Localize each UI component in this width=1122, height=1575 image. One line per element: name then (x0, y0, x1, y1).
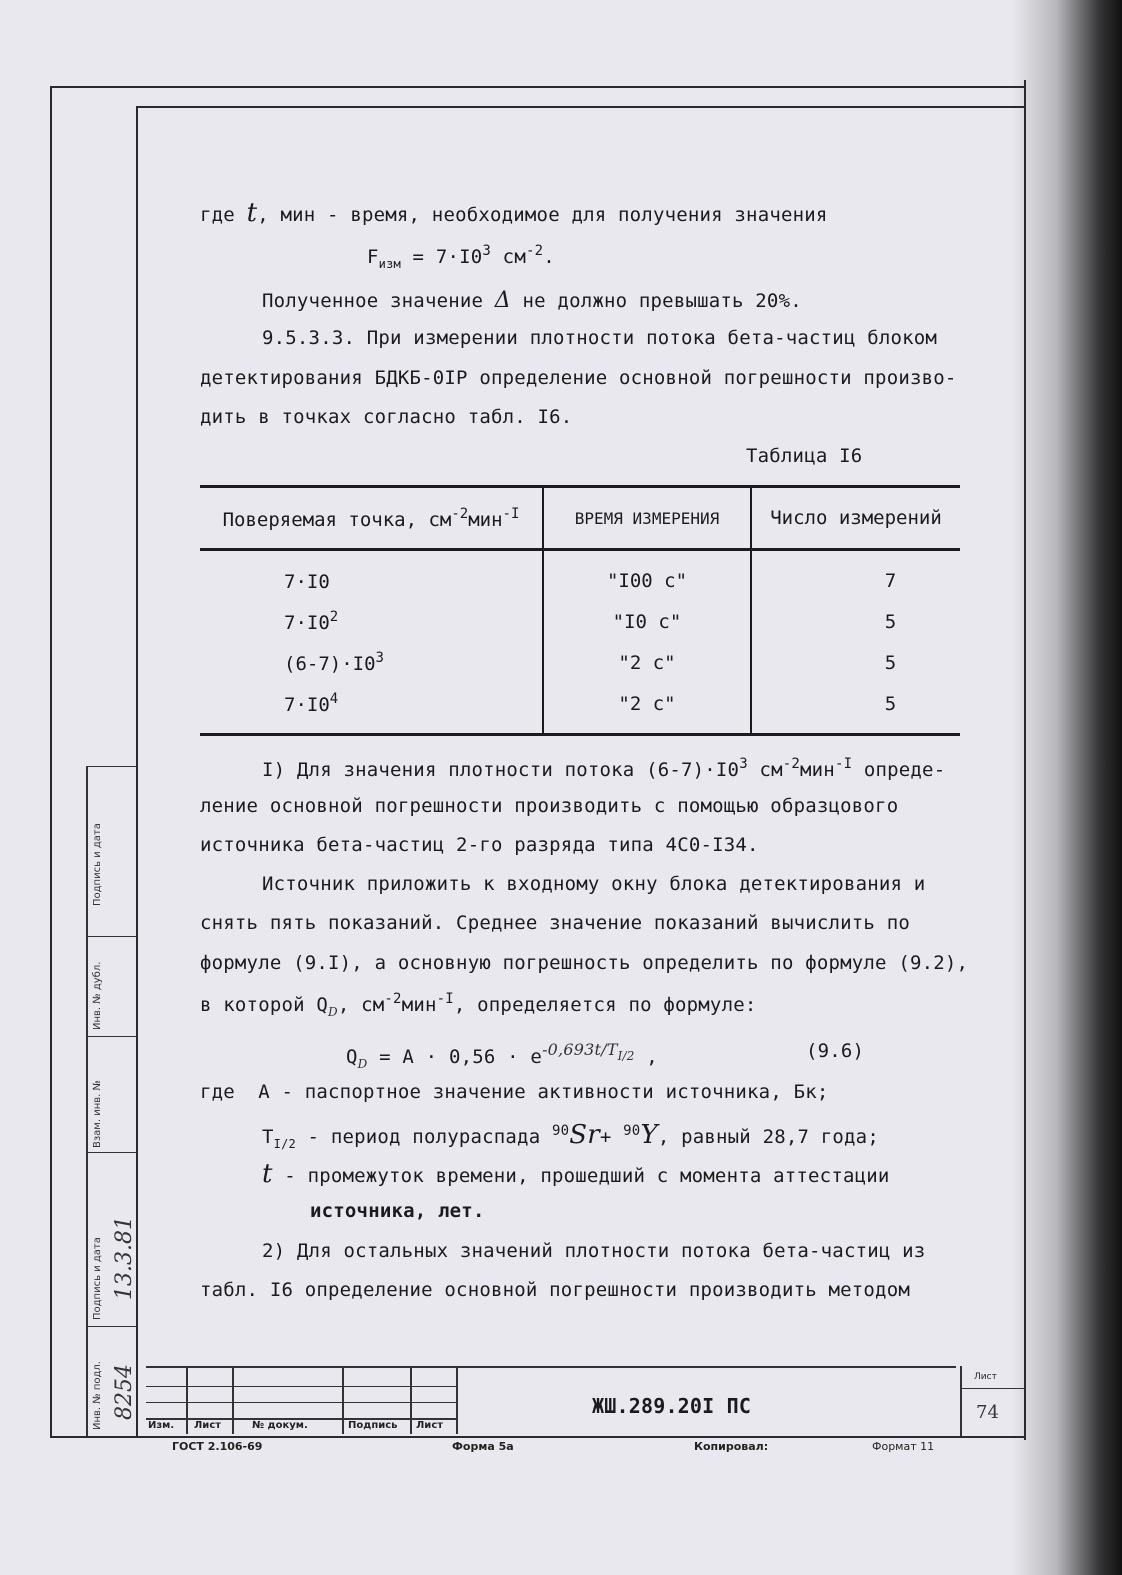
outer-frame-left (50, 86, 52, 1438)
table-header-point: Поверяемая точка, $см^{-2}мин^{-I}$ (200, 487, 543, 550)
stamp-col-doc: № докум. (252, 1420, 308, 1431)
table-16 (200, 485, 960, 736)
side-label-sign-date: Подпись и дата (92, 823, 103, 906)
table-row: $7\cdot I0^2$ "I0 с" 5 (200, 601, 960, 642)
side-cell (88, 1152, 136, 1153)
text-line: табл. I6 определение основной погрешности производить методом (200, 1279, 910, 1301)
text-line: источника бета-частиц 2-го разряда типа 4С0-I34. (200, 834, 759, 856)
side-cell (88, 936, 136, 937)
stamp-row-line (960, 1388, 1024, 1389)
table-row: 7·I0 "I00 с" 7 (200, 550, 960, 602)
side-label-sign-date-2: Подпись и дата (92, 1237, 103, 1320)
side-strip-border (86, 766, 88, 1436)
formula-number: (9.6) (806, 1040, 865, 1062)
handwritten-inv-number: 8254 (112, 1364, 137, 1420)
table-row: $(6-7)\cdot I0^3$ "2 с" 5 (200, 642, 960, 683)
outer-frame-right (1024, 80, 1026, 1440)
stamp-top-line (146, 1366, 956, 1368)
footer-copied: Копировал: (694, 1440, 769, 1453)
stamp-col-line (342, 1366, 344, 1434)
text-line: 9.5.3.3. При измерении плотности потока бета-частиц блоком (262, 327, 938, 349)
text-line: $T_{I/2}$ - период полураспада $^{90}$Sr+ $^{90}$Y, равный 28,7 года; (262, 1120, 879, 1151)
stamp-col-line (960, 1366, 962, 1436)
table-row: $7\cdot I0^4$ "2 с" 5 (200, 683, 960, 735)
text-line: источника, лет. (310, 1200, 485, 1222)
stamp-col-line (410, 1366, 412, 1434)
handwritten-signature-date: 13.3.81 (112, 1216, 137, 1300)
text-line: ление основной погрешности производить с помощью образцового (200, 795, 899, 817)
inner-frame-top (136, 106, 1024, 108)
scan-edge-shadow (1012, 0, 1122, 1575)
text-line: Источник приложить к входному окну блока детектирования и (262, 873, 926, 895)
stamp-col-line (232, 1366, 234, 1434)
text-line: формуле (9.I), а основную погрешность определить по формуле (9.2), (200, 952, 969, 974)
t-symbol: t (246, 198, 258, 228)
sheet-label: Лист (974, 1372, 997, 1382)
table-caption: Таблица I6 (746, 445, 863, 467)
text-line: t - промежуток времени, прошедший с момента аттестации (262, 1159, 890, 1189)
table-header-count: Число измерений (751, 487, 960, 550)
frame-bottom (50, 1436, 1026, 1438)
text-line: I) Для значения плотности потока $(6-7)\cdot I0^3$ $см^{-2}мин^{-I}$ опреде- (262, 756, 946, 781)
text-line: детектирования БДКБ-0IР определение основной погрешности произво- (200, 367, 957, 389)
side-label-dup-inv: Инв. № дубл. (92, 961, 103, 1030)
side-cell (88, 1326, 136, 1327)
text-line: где A - паспортное значение активности источника, Бк; (200, 1081, 829, 1103)
sheet-number: 74 (976, 1402, 999, 1423)
outer-frame-top (50, 86, 1026, 88)
side-label-repl-inv: Взам. инв. № (92, 1080, 103, 1148)
text-line: 2) Для остальных значений плотности потока бета-частиц из (262, 1240, 926, 1262)
text-line: Полученное значение Δ не должно превышать 20%. (262, 288, 802, 313)
text-line: дить в точках согласно табл. I6. (200, 406, 573, 428)
footer-gost: ГОСТ 2.106-69 (172, 1440, 263, 1453)
table-header-time: ВРЕМЯ ИЗМЕРЕНИЯ (543, 487, 751, 550)
stamp-col-line (186, 1366, 188, 1434)
side-cell (88, 766, 136, 767)
formula-f-meas: $F_{изм} = 7\cdot I0^3$ $см^{-2}$. (367, 243, 555, 271)
stamp-col-line (456, 1366, 458, 1434)
footer-form: Форма 5а (452, 1440, 514, 1453)
footer-format: Формат 11 (872, 1440, 935, 1453)
text-line: в которой $Q_D$, $см^{-2}мин^{-I}$, определяется по формуле: (200, 991, 757, 1019)
text-line: снять пять показаний. Среднее значение показаний вычислить по (200, 912, 910, 934)
text-line: где t, мин - время, необходимое для получения значения (200, 198, 828, 228)
formula-9-6: $Q_D = A \cdot 0,56 \cdot e^{-0,693t/T_{I/2}}$ , (346, 1040, 658, 1071)
stamp-col-sign: Подпись (348, 1420, 398, 1431)
side-cell (88, 1036, 136, 1037)
stamp-col-izm: Изм. (148, 1420, 175, 1431)
document-code: ЖШ.289.20I ПС (592, 1394, 752, 1418)
side-label-orig-inv: Инв. № подл. (92, 1361, 103, 1430)
stamp-col-list: Лист (194, 1420, 222, 1431)
stamp-col-list-2: Лист (416, 1420, 444, 1431)
